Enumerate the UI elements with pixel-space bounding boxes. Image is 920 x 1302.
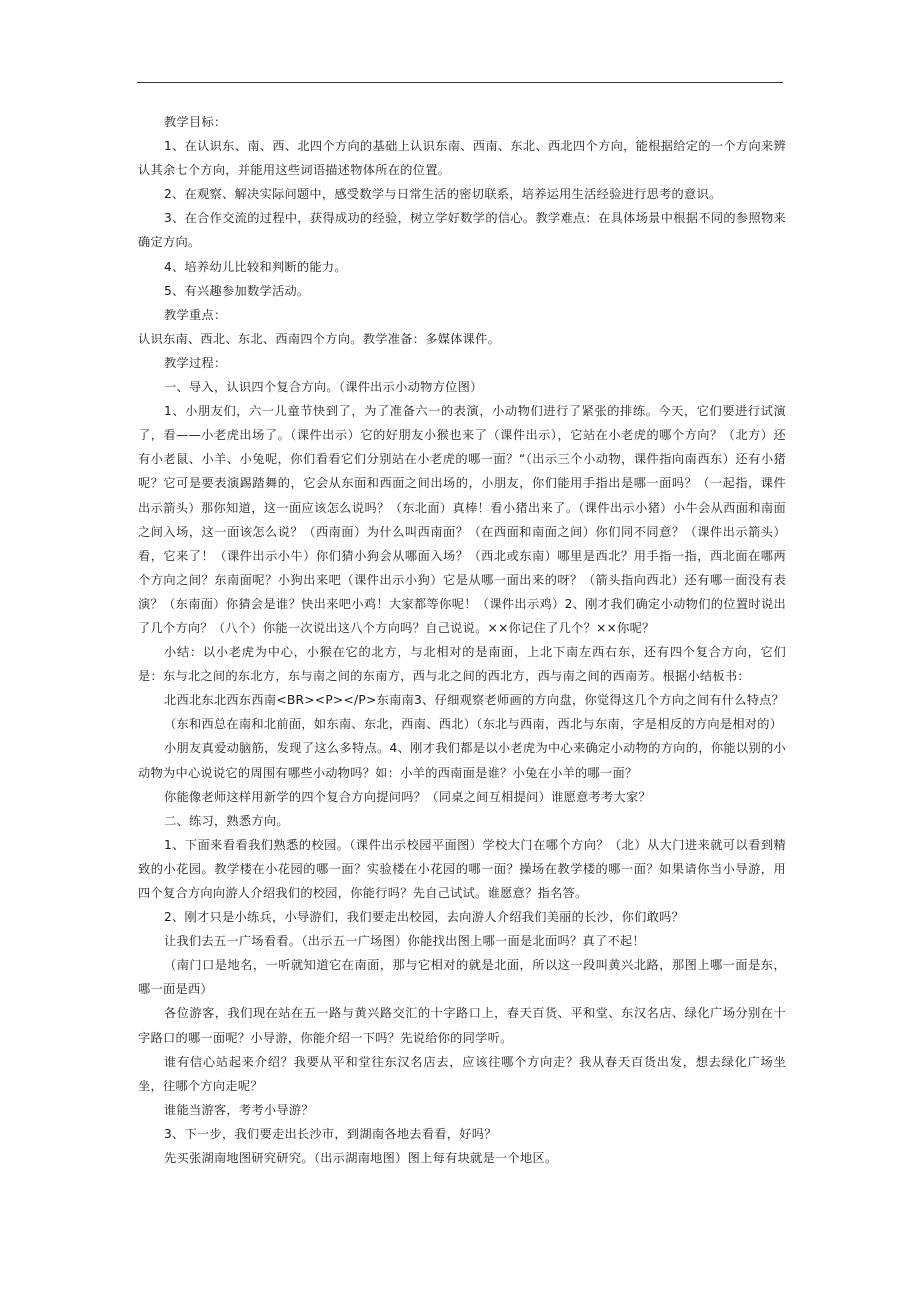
section-2-title: 二、练习，熟悉方向。: [164, 813, 289, 828]
paragraph-board: 北西北东北西东西南<BR><P></P>东南南3、仔细观察老师画的方向盘，你觉得这几个方向之间有什么特点？: [164, 693, 785, 708]
paragraph-map: 先买张湖南地图研究研究。（出示湖南地图）图上每有块就是一个地区。: [164, 1151, 558, 1166]
paragraph-features: （东和西总在南和北前面，如东南、东北，西南、西北）（东北与西南，西北与东南，字是相反的方向是相对的）: [164, 717, 783, 732]
key-points-text: 认识东南、西北、东北、西南四个方向。教学准备：多媒体课件。: [138, 331, 501, 346]
section-1-title: 一、导入，认识四个复合方向。（课件出示小动物方位图）: [164, 380, 483, 395]
objective-4: 4、培养幼儿比较和判断的能力。: [164, 259, 347, 274]
paragraph-ask: 你能像老师这样用新学的四个复合方向提问吗？（同桌之间互相提问）谁愿意考考大家？: [164, 789, 652, 804]
heading-objectives: 教学目标：: [164, 115, 227, 129]
document-body: [138, 110, 786, 1170]
paragraph-think: 小朋友真爱动脑筋，发现了这么多特点。4、刚才我们都是以小老虎为中心来确定小动物的方向的，你能以别的小动物为中心说说它的周围有哪些小动物吗？如：小羊的西南面是谁？小兔在小羊的哪一面？: [138, 741, 786, 780]
paragraph-square: 让我们去五一广场看看。（出示五一广场图）你能找出图上哪一面是北面吗？真了不起！: [164, 934, 645, 949]
paragraph-tourist: 谁能当游客，考考小导游？: [164, 1102, 314, 1117]
paragraph-campus: 1、下面来看看我们熟悉的校园。（课件出示校园平面图）学校大门在哪个方向？（北）从大门进来就可以看到精致的小花园。教学楼在小花园的哪一面？实验楼在小花园的哪一面？操场在教学楼的哪一面？如果请你当小导游，用四个复合方向向游人介绍我们的校园，你能行吗？先自己试试。谁愿意？指名答。: [138, 837, 786, 900]
paragraph-confidence: 谁有信心站起来介绍？我要从平和堂往东汉名店去，应该往哪个方向走？我从春天百货出发，想去绿化广场坐坐，往哪个方向走呢？: [138, 1054, 786, 1093]
paragraph-hunan: 3、下一步，我们要走出长沙市，到湖南各地去看看，好吗？: [164, 1126, 497, 1141]
objective-1: 1、在认识东、南、西、北四个方向的基础上认识东南、西南、东北、西北四个方向，能根据给定的一个方向来辨认其余七个方向，并能用这些词语描述物体所在的位置。: [138, 139, 786, 178]
paragraph-visitors: 各位游客，我们现在站在五一路与黄兴路交汇的十字路口上，春天百货、平和堂、东汉名店、绿化广场分别在十字路口的哪一面呢？小导游，你能介绍一下吗？先说给你的同学听。: [138, 1006, 786, 1045]
objective-5: 5、有兴趣参加数学活动。: [164, 283, 310, 298]
heading-key-points: 教学重点：: [164, 307, 227, 322]
paragraph-south-gate: （南门口是地名，一听就知道它在南面，那与它相对的就是北面，所以这一段叫黄兴北路，那图上哪一面是东，哪一面是西）: [138, 958, 786, 997]
objective-3: 3、在合作交流的过程中，获得成功的经验，树立学好数学的信心。教学难点：在具体场景中根据不同的参照物来确定方向。: [138, 211, 786, 250]
objective-2: 2、在观察、解决实际问题中，感受数学与日常生活的密切联系，培养运用生活经验进行思考的意识。: [164, 187, 722, 202]
paragraph-guide: 2、刚才只是小练兵，小导游们，我们要走出校园，去向游人介绍我们美丽的长沙，你们敢吗？: [164, 910, 685, 925]
heading-process: 教学过程：: [164, 355, 227, 370]
paragraph-summary: 小结：以小老虎为中心，小猴在它的北方，与北相对的是南面，上北下南左西右东，还有四个复合方向，它们是：东与北之间的东北方，东与南之间的东南方，西与北之间的西北方，西与南之间的西南芳。根据小结板书：: [138, 645, 786, 684]
header-rule: [137, 82, 783, 83]
paragraph-intro-animals: 1、小朋友们，六一儿童节快到了，为了准备六一的表演，小动物们进行了紧张的排练。今天，它们要进行试演了，看——小老虎出场了。（课件出示）它的好朋友小猴也来了（课件出示），它站在小老虎的哪个方向？（北方）还有小老鼠、小羊、小兔呢，你们看看它们分别站在小老虎的哪一面？“（出示三个小动物，课件指向南西东）还有小猪呢？它可是要表演踢踏舞的，它会从东面和西面之间出场的，小朋友，你们能用手指出是哪一面吗？（一起指，课件出示箭头）那你知道，这一面应该怎么说吗？（东北面）真棒！看小猪出来了。（课件出示小猪）小牛会从西面和南面之间入场，这一面该怎么说？（西南面）为什么叫西南面？（在西面和南面之间）你们同不同意？（课件出示箭头）看，它来了！（课件出示小牛）你们猜小狗会从哪面入场？（西北或东南）哪里是西北？用手指一指，西北面在哪两个方向之间？东南面呢？小狗出来吧（课件出示小狗）它是从哪一面出来的呀？（箭头指向西北）还有哪一面没有表演？（东南面）你猜会是谁？快出来吧小鸡！大家都等你呢！（课件出示鸡）2、刚才我们确定小动物们的位置时说出了几个方向？（八个）你能一次说出这八个方向吗？自己说说。××你记住了几个？××你呢？: [138, 404, 786, 635]
